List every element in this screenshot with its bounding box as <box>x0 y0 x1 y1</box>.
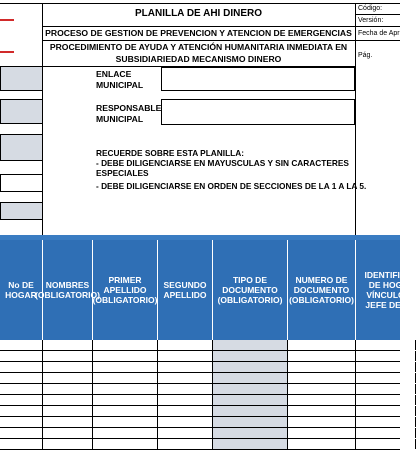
table-cell[interactable] <box>43 428 93 438</box>
table-cell[interactable] <box>158 373 213 383</box>
table-cell[interactable] <box>93 373 158 383</box>
table-cell[interactable] <box>356 417 416 427</box>
procedure-title-2: SUBSIDIARIEDAD MECANISMO DINERO <box>115 54 282 64</box>
table-cell[interactable] <box>93 439 158 449</box>
codigo-label: Código: <box>358 5 383 12</box>
table-row <box>0 406 400 417</box>
table-cell[interactable] <box>43 406 93 416</box>
table-cell[interactable] <box>158 362 213 372</box>
table-cell[interactable] <box>43 351 93 361</box>
reminder-line-1b: ESPECIALES <box>96 168 149 178</box>
col-header-segundo-apellido: SEGUNDO APELLIDO <box>158 240 213 340</box>
table-cell[interactable] <box>93 340 158 350</box>
table-cell[interactable] <box>93 384 158 394</box>
table-cell[interactable] <box>356 428 416 438</box>
table-cell[interactable] <box>213 384 288 394</box>
logo-mark-top <box>0 19 14 21</box>
pag-label: Pág. <box>358 52 373 59</box>
table-cell[interactable] <box>0 351 43 361</box>
table-cell[interactable] <box>288 340 356 350</box>
table-cell[interactable] <box>93 362 158 372</box>
table-cell[interactable] <box>213 417 288 427</box>
table-cell[interactable] <box>356 351 416 361</box>
table-cell[interactable] <box>356 373 416 383</box>
table-row <box>0 417 400 428</box>
side-field-4[interactable] <box>0 174 43 192</box>
side-field-1[interactable] <box>0 66 43 91</box>
table-cell[interactable] <box>43 395 93 405</box>
reminder-line-1: - DEBE DILIGENCIARSE EN MAYUSCULAS Y SIN CARACTERES <box>96 158 349 168</box>
col-header-primer-apellido: PRIMER APELLIDO (OBLIGATORIO) <box>93 240 158 340</box>
table-cell[interactable] <box>43 439 93 449</box>
col-header-identificacion: IDENTIFIQ DE HOG VÍNCULO JEFE DE I <box>356 240 416 340</box>
table-cell[interactable] <box>288 406 356 416</box>
table-cell[interactable] <box>158 406 213 416</box>
table-cell[interactable] <box>0 373 43 383</box>
table-cell[interactable] <box>356 406 416 416</box>
table-cell[interactable] <box>158 428 213 438</box>
table-cell[interactable] <box>43 373 93 383</box>
table-row <box>0 428 400 439</box>
process-title: PROCESO DE GESTION DE PREVENCION Y ATENCION DE EMERGENCIAS <box>45 28 352 38</box>
table-cell[interactable] <box>93 351 158 361</box>
table-cell[interactable] <box>288 351 356 361</box>
side-field-3[interactable] <box>0 134 43 161</box>
logo-mark-bottom <box>0 51 14 53</box>
responsable-label-2: MUNICIPAL <box>96 114 144 124</box>
table-cell[interactable] <box>0 428 43 438</box>
table-cell[interactable] <box>0 362 43 372</box>
table-cell[interactable] <box>0 340 43 350</box>
table-cell[interactable] <box>213 439 288 449</box>
table-cell[interactable] <box>356 384 416 394</box>
col-header-hogar: No DE HOGAR <box>0 240 43 340</box>
table-cell[interactable] <box>288 439 356 449</box>
table-cell[interactable] <box>288 373 356 383</box>
table-cell[interactable] <box>0 439 43 449</box>
table-row <box>0 384 400 395</box>
table-cell[interactable] <box>93 428 158 438</box>
col-header-nombres: NOMBRES (OBLIGATORIO) <box>43 240 93 340</box>
table-row <box>0 362 400 373</box>
table-cell[interactable] <box>43 384 93 394</box>
table-row <box>0 395 400 406</box>
table-cell[interactable] <box>288 384 356 394</box>
table-row <box>0 373 400 384</box>
table-cell[interactable] <box>93 417 158 427</box>
procedure-title-1: PROCEDIMIENTO DE AYUDA Y ATENCIÓN HUMANITARIA INMEDIATA EN <box>49 42 348 52</box>
table-cell[interactable] <box>213 362 288 372</box>
col-header-tipo-documento: TIPO DE DOCUMENTO (OBLIGATORIO) <box>213 240 288 340</box>
table-cell[interactable] <box>288 362 356 372</box>
responsable-municipal-field[interactable] <box>161 99 355 125</box>
side-field-5[interactable] <box>0 202 43 220</box>
table-cell[interactable] <box>213 351 288 361</box>
table-cell[interactable] <box>158 395 213 405</box>
table-cell[interactable] <box>43 340 93 350</box>
table-cell[interactable] <box>158 351 213 361</box>
table-cell[interactable] <box>213 395 288 405</box>
version-label: Versión: <box>358 17 384 24</box>
table-cell[interactable] <box>93 406 158 416</box>
data-grid <box>0 340 400 450</box>
table-cell[interactable] <box>213 428 288 438</box>
table-cell[interactable] <box>213 406 288 416</box>
table-row <box>0 340 400 351</box>
table-cell[interactable] <box>0 384 43 394</box>
table-cell[interactable] <box>213 373 288 383</box>
table-cell[interactable] <box>93 395 158 405</box>
table-cell[interactable] <box>158 384 213 394</box>
enlace-label-1: ENLACE <box>96 69 132 79</box>
enlace-label-2: MUNICIPAL <box>96 80 144 90</box>
table-cell[interactable] <box>288 417 356 427</box>
table-row <box>0 439 400 450</box>
table-cell[interactable] <box>43 417 93 427</box>
table-cell[interactable] <box>288 395 356 405</box>
table-cell[interactable] <box>288 428 356 438</box>
reminder-line-2: - DEBE DILIGENCIARSE EN ORDEN DE SECCIONES DE LA 1 A LA 5. <box>96 181 367 191</box>
responsable-label-1: RESPONSABLE <box>96 103 162 113</box>
table-cell[interactable] <box>356 439 416 449</box>
table-cell[interactable] <box>158 439 213 449</box>
table-cell[interactable] <box>158 340 213 350</box>
enlace-municipal-field[interactable] <box>161 67 355 91</box>
table-cell[interactable] <box>356 340 416 350</box>
table-cell[interactable] <box>213 340 288 350</box>
reminder-title: RECUERDE SOBRE ESTA PLANILLA: <box>96 148 244 158</box>
col-header-numero-documento: NUMERO DE DOCUMENTO (OBLIGATORIO) <box>288 240 356 340</box>
table-cell[interactable] <box>0 406 43 416</box>
table-cell[interactable] <box>356 395 416 405</box>
table-cell[interactable] <box>0 417 43 427</box>
page-title: PLANILLA DE AHI DINERO <box>134 8 263 19</box>
table-row <box>0 351 400 362</box>
table-cell[interactable] <box>356 362 416 372</box>
side-field-2[interactable] <box>0 99 43 124</box>
table-cell[interactable] <box>43 362 93 372</box>
fecha-label: Fecha de Apr <box>358 30 400 37</box>
table-cell[interactable] <box>158 417 213 427</box>
table-cell[interactable] <box>0 395 43 405</box>
